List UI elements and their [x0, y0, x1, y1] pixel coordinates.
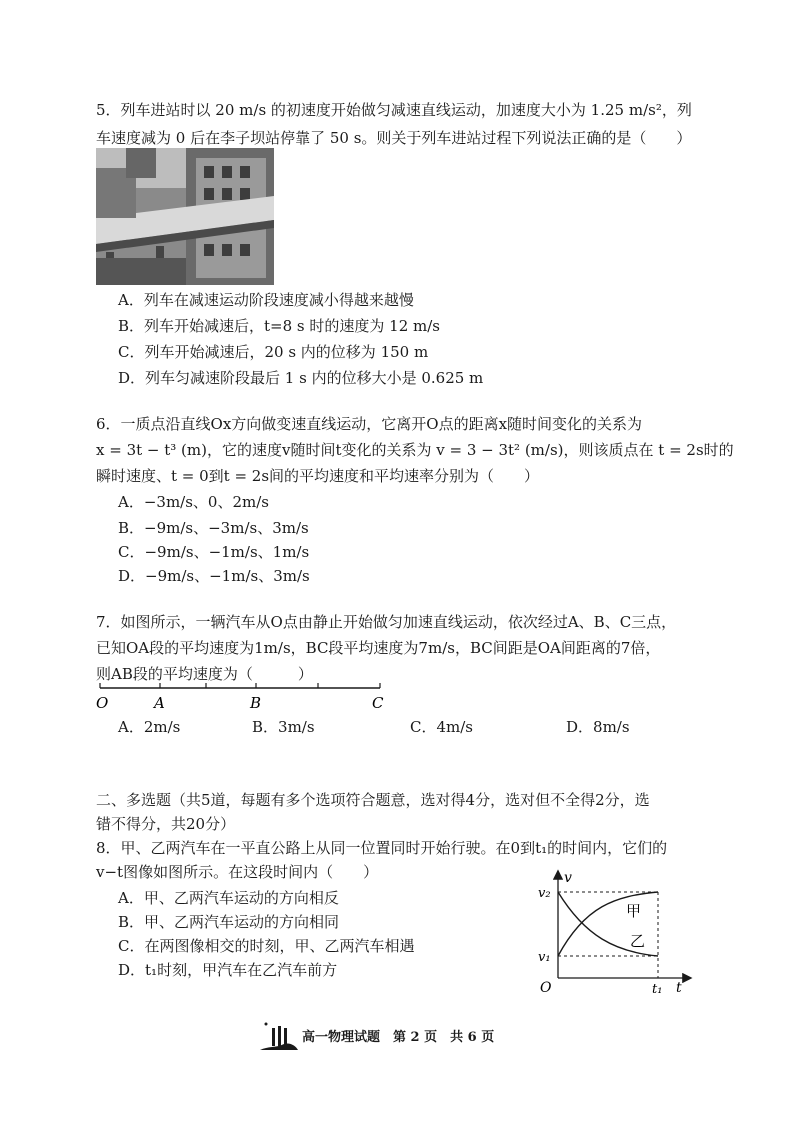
q6-option-d: D．−9m/s、−1m/s、3m/s: [118, 567, 310, 585]
q6-line-1: 6．一质点沿直线Ox方向做变速直线运动，它离开O点的距离x随时间变化的关系为: [96, 415, 643, 433]
q5-option-d: D．列车匀减速阶段最后 1 s 内的位移大小是 0.625 m: [118, 369, 484, 387]
q5-option-a: A．列车在减速运动阶段速度减小得越来越慢: [118, 291, 414, 309]
q5-line-2: 车速度减为 0 后在李子坝站停靠了 50 s。则关于列车进站过程下列说法正确的是（ ）: [96, 129, 692, 147]
q8-t1-label: t₁: [652, 982, 663, 996]
q7-label-c: C: [372, 694, 384, 712]
section2-line-2: 错不得分，共20分）: [96, 815, 236, 833]
q7-line-2: 已知OA段的平均速度为1m/s，BC段平均速度为7m/s，BC间距是OA间距离的7倍，: [96, 639, 661, 657]
q8-curve-jia-label: 甲: [626, 902, 642, 920]
q8-v-axis-label: v: [564, 870, 572, 886]
q6-line-3: 瞬时速度、t = 0到t = 2s间的平均速度和平均速率分别为（ ）: [96, 467, 540, 485]
school-logo-icon: [258, 1020, 300, 1054]
q7-label-b: B: [250, 694, 262, 712]
q5-line-1: 5．列车进站时以 20 m/s 的初速度开始做匀减速直线运动，加速度大小为 1.25 m/s²，列: [96, 101, 692, 119]
q8-v1-label: v₁: [538, 950, 551, 965]
q8-curve-yi-label: 乙: [630, 932, 646, 950]
q8-line-2: v−t图像如图所示。在这段时间内（ ）: [96, 863, 379, 881]
q7-position-line-diagram: [92, 676, 392, 716]
q6-option-c: C．−9m/s、−1m/s、1m/s: [118, 543, 310, 561]
q8-t-axis-label: t: [676, 980, 682, 996]
q6-line-2: x = 3t − t³ (m)，它的速度v随时间t变化的关系为 v = 3 − 3t² (m/s)，则该质点在 t = 2s时的: [96, 441, 734, 459]
q7-line-1: 7．如图所示，一辆汽车从O点由静止开始做匀加速直线运动，依次经过A、B、C三点，: [96, 613, 677, 631]
q8-vt-graph: [530, 866, 700, 996]
q7-option-d: D．8m/s: [566, 718, 630, 736]
section2-line-1: 二、多选题（共5道，每题有多个选项符合题意，选对得4分，选对但不全得2分，选: [96, 791, 650, 809]
q8-option-d: D．t₁时刻，甲汽车在乙汽车前方: [118, 961, 338, 979]
q5-option-b: B．列车开始减速后，t=8 s 时的速度为 12 m/s: [118, 317, 440, 335]
q8-v2-label: v₂: [538, 886, 551, 901]
train-station-photo: [96, 148, 274, 285]
q7-option-a: A．2m/s: [118, 718, 181, 736]
q8-option-c: C．在两图像相交的时刻，甲、乙两汽车相遇: [118, 937, 415, 955]
q7-label-a: A: [154, 694, 165, 712]
q8-line-1: 8．甲、乙两汽车在一平直公路上从同一位置同时开始行驶。在0到t₁的时间内，它们的: [96, 839, 668, 857]
q7-label-o: O: [96, 694, 109, 712]
q7-line-3: 则AB段的平均速度为（ ）: [96, 665, 313, 683]
page-footer: 高一物理试题 第 2 页 共 6 页: [302, 1030, 495, 1045]
q8-option-a: A．甲、乙两汽车运动的方向相反: [118, 889, 339, 907]
q6-option-b: B．−9m/s、−3m/s、3m/s: [118, 519, 309, 537]
q8-origin-label: O: [540, 980, 552, 996]
q5-option-c: C．列车开始减速后，20 s 内的位移为 150 m: [118, 343, 429, 361]
q7-option-b: B．3m/s: [252, 718, 315, 736]
q6-option-a: A．−3m/s、0、2m/s: [118, 493, 269, 511]
q8-option-b: B．甲、乙两汽车运动的方向相同: [118, 913, 340, 931]
q7-option-c: C．4m/s: [410, 718, 473, 736]
